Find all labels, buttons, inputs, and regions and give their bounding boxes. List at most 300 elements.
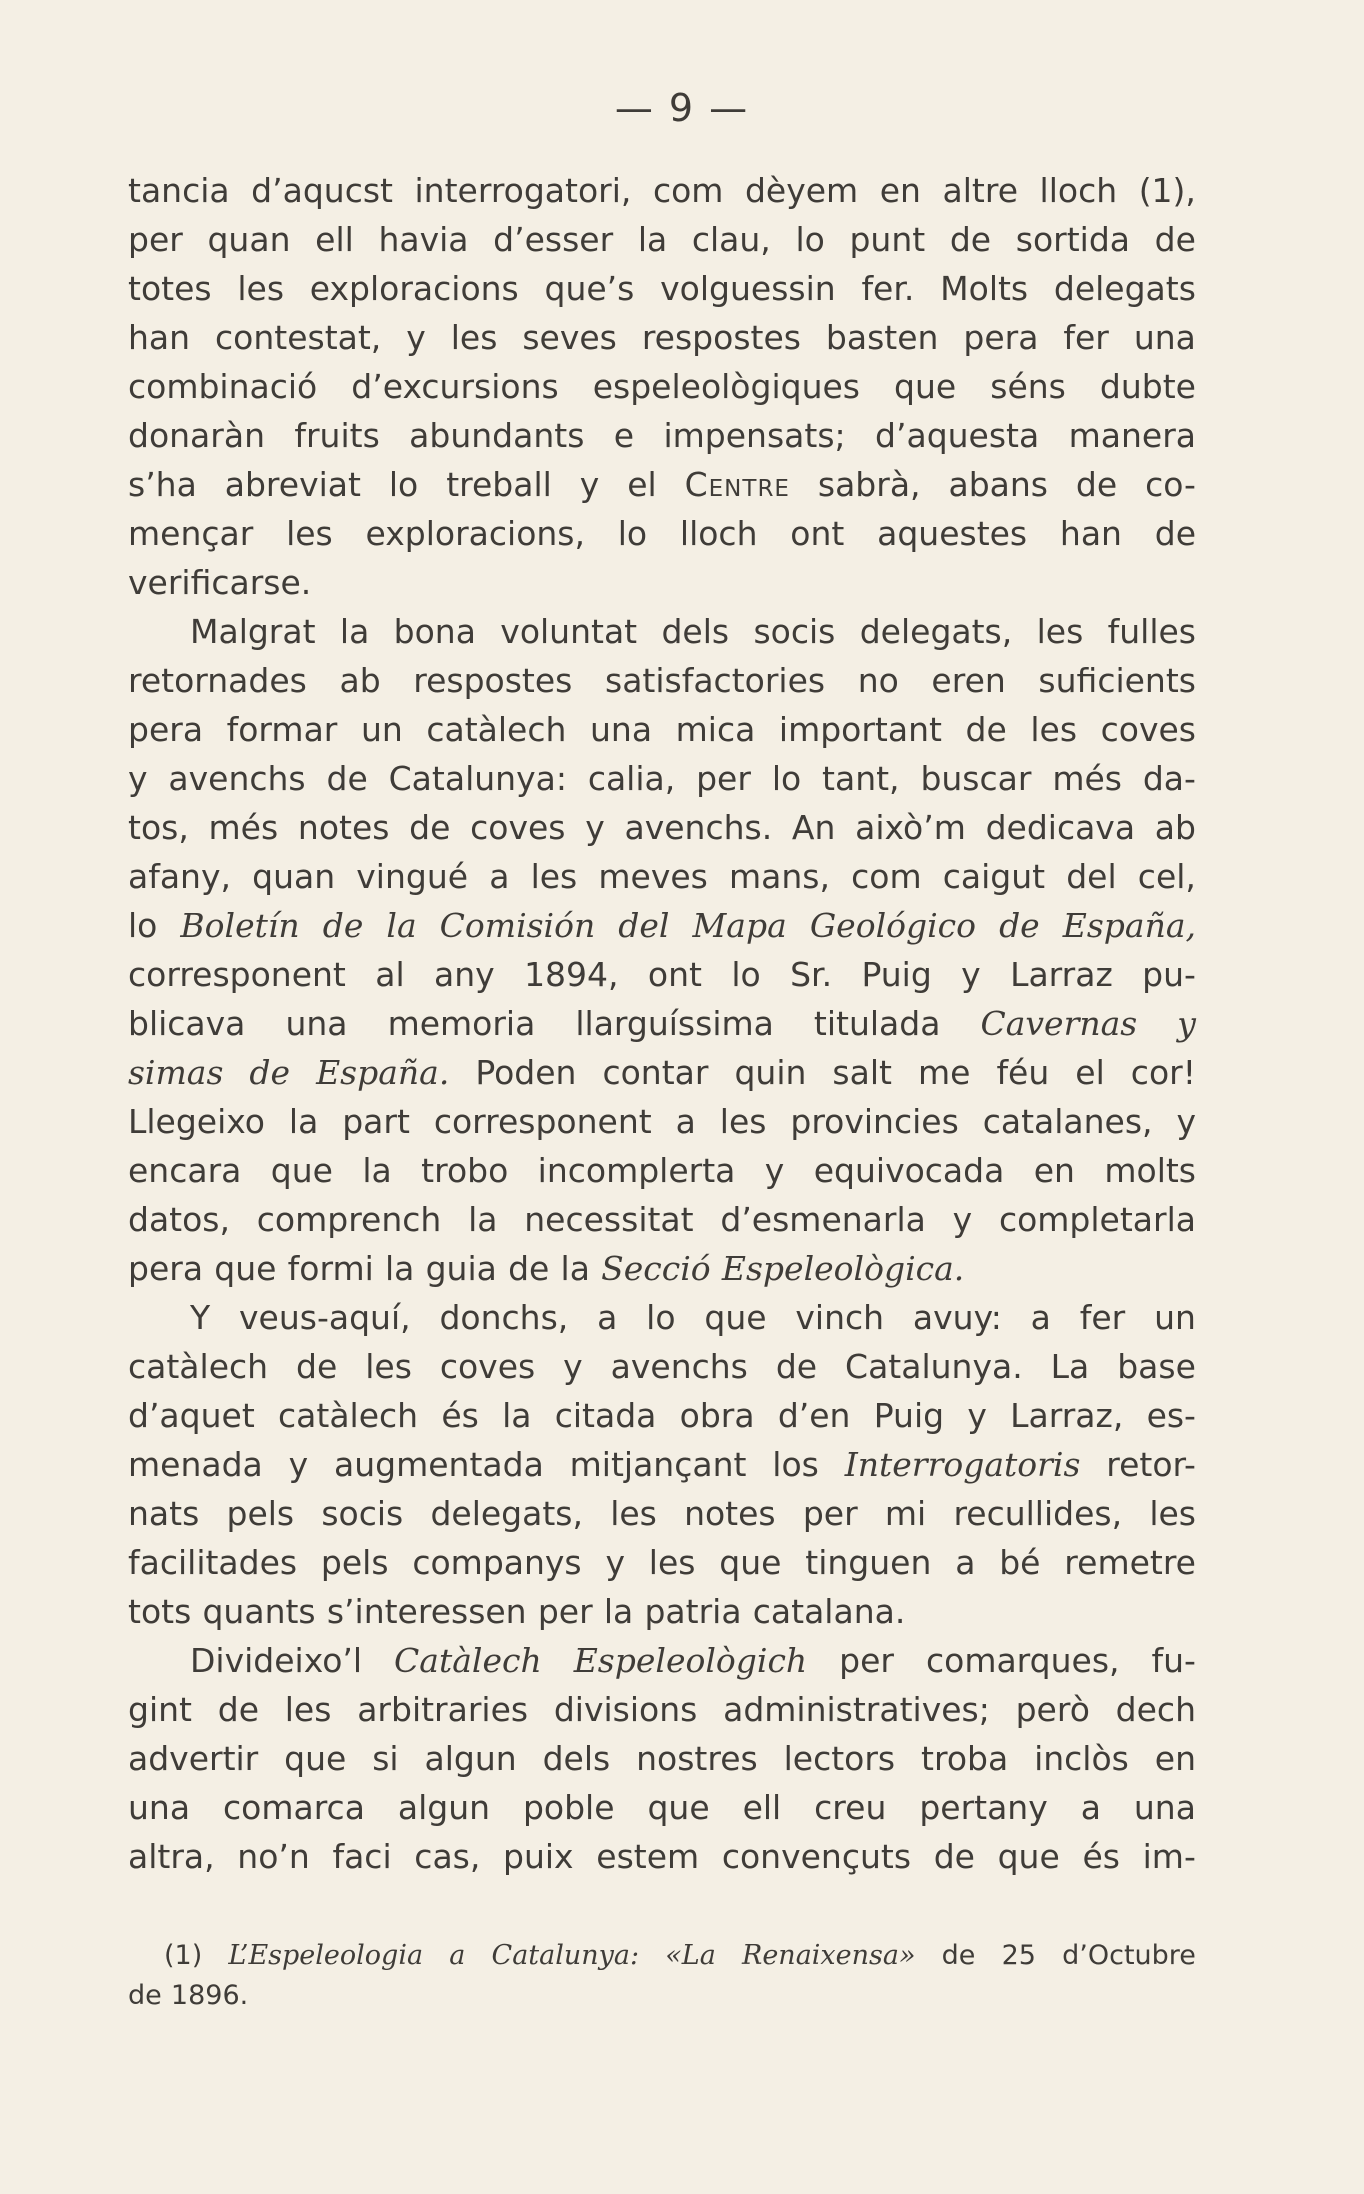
word: quan bbox=[252, 857, 336, 896]
word: tinguen bbox=[805, 1543, 932, 1582]
word: quin bbox=[734, 1053, 807, 1092]
word: de bbox=[128, 1980, 162, 2011]
word: catalanes, bbox=[982, 1102, 1153, 1141]
word: la bbox=[384, 1249, 415, 1288]
word: les bbox=[237, 269, 285, 308]
word: obra bbox=[679, 1396, 755, 1435]
word: al bbox=[375, 955, 405, 994]
word: exploracions bbox=[309, 269, 519, 308]
word: Catalunya: bbox=[491, 1940, 640, 1971]
word: (1), bbox=[1138, 171, 1196, 210]
word: any bbox=[434, 955, 495, 994]
word: equivocada bbox=[813, 1151, 1005, 1190]
word: volguessin bbox=[660, 269, 836, 308]
word: les bbox=[530, 857, 578, 896]
word: convençuts bbox=[721, 1837, 912, 1876]
word: catalana. bbox=[752, 1592, 906, 1631]
word: co- bbox=[1145, 465, 1196, 504]
word: dubte bbox=[1099, 367, 1196, 406]
word: Y bbox=[190, 1298, 211, 1337]
word: exploracions, bbox=[365, 514, 585, 553]
word: havia bbox=[378, 220, 469, 259]
word: de bbox=[409, 808, 451, 847]
word: puix bbox=[503, 1837, 574, 1876]
word: lo bbox=[646, 1298, 676, 1337]
word: d’Octubre bbox=[1062, 1940, 1196, 1971]
word: fer. bbox=[861, 269, 915, 308]
text-line bbox=[128, 362, 1196, 411]
text-line bbox=[128, 1587, 1196, 1636]
text-line bbox=[128, 999, 1196, 1048]
word: comarques, bbox=[925, 1641, 1120, 1680]
word: ont bbox=[647, 955, 702, 994]
word: y bbox=[967, 1396, 987, 1435]
word: altra, bbox=[128, 1837, 215, 1876]
word: sabrà, bbox=[817, 465, 921, 504]
text-line bbox=[128, 1244, 1196, 1293]
word: el bbox=[627, 465, 657, 504]
word: España, bbox=[1062, 906, 1196, 945]
text-line bbox=[128, 901, 1196, 950]
word: en bbox=[879, 171, 921, 210]
word: completarla bbox=[998, 1200, 1196, 1239]
word: que bbox=[719, 1543, 782, 1582]
word: que bbox=[647, 1788, 710, 1827]
word: coves bbox=[470, 808, 566, 847]
word: mençar bbox=[128, 514, 254, 553]
word: Boletín bbox=[180, 906, 300, 945]
text-line bbox=[128, 1293, 1196, 1342]
word: que bbox=[997, 1837, 1060, 1876]
word: d’esmenarla bbox=[720, 1200, 926, 1239]
word: dech bbox=[1115, 1690, 1196, 1729]
word: Malgrat bbox=[190, 612, 316, 651]
text-line bbox=[128, 509, 1196, 558]
word: la bbox=[339, 612, 370, 651]
word: d’excursions bbox=[351, 367, 559, 406]
word: una bbox=[128, 1788, 191, 1827]
word: de bbox=[775, 1347, 818, 1386]
word: gint bbox=[128, 1690, 192, 1729]
word: retor- bbox=[1106, 1445, 1196, 1484]
word: 25 bbox=[1001, 1940, 1036, 1971]
word: en bbox=[1154, 1739, 1196, 1778]
word: los bbox=[772, 1445, 819, 1484]
word: contar bbox=[602, 1053, 709, 1092]
body-text bbox=[128, 166, 1196, 1881]
word: donaràn bbox=[128, 416, 265, 455]
word: cel, bbox=[1137, 857, 1196, 896]
word: Interrogatoris bbox=[844, 1445, 1081, 1484]
word: Comisión bbox=[439, 906, 596, 945]
word: respostes bbox=[641, 318, 801, 357]
word: y bbox=[605, 1543, 625, 1582]
word: lo bbox=[795, 220, 825, 259]
word: socis bbox=[321, 1494, 404, 1533]
word: y bbox=[585, 808, 605, 847]
text-line bbox=[128, 1391, 1196, 1440]
word: coves bbox=[1100, 710, 1196, 749]
word: nats bbox=[128, 1494, 200, 1533]
word: algun bbox=[424, 1739, 517, 1778]
word: Divideixo’l bbox=[190, 1641, 363, 1680]
word: de bbox=[249, 1053, 291, 1092]
word: d’aqucst bbox=[251, 171, 393, 210]
word: han bbox=[1059, 514, 1122, 553]
word: si bbox=[372, 1739, 399, 1778]
word: pels bbox=[226, 1494, 295, 1533]
text-line bbox=[128, 558, 1196, 607]
word: incomplerta bbox=[537, 1151, 736, 1190]
word: fer bbox=[1079, 1298, 1126, 1337]
word: meves bbox=[598, 857, 708, 896]
word: remetre bbox=[1064, 1543, 1196, 1582]
word: les bbox=[719, 1102, 767, 1141]
text-line bbox=[128, 803, 1196, 852]
word: de bbox=[1075, 465, 1118, 504]
word: clau, bbox=[691, 220, 771, 259]
word: An bbox=[791, 808, 836, 847]
word: lo bbox=[617, 514, 648, 553]
word: dels bbox=[661, 612, 730, 651]
word: eren bbox=[931, 661, 1006, 700]
word: arbitraries bbox=[357, 1690, 529, 1729]
word: pu- bbox=[1142, 955, 1196, 994]
word: combinació bbox=[128, 367, 318, 406]
word: satisfactories bbox=[605, 661, 826, 700]
word: fer bbox=[1063, 318, 1109, 357]
word: salt bbox=[832, 1053, 892, 1092]
word: de bbox=[1154, 220, 1196, 259]
text-line bbox=[128, 264, 1196, 313]
word: donchs, bbox=[439, 1298, 569, 1337]
word: de bbox=[326, 759, 368, 798]
word: de bbox=[217, 1690, 259, 1729]
word: ab bbox=[339, 661, 381, 700]
word: abundants bbox=[409, 416, 585, 455]
text-line bbox=[128, 607, 1196, 656]
word: no bbox=[857, 661, 899, 700]
word: Secció bbox=[601, 1249, 711, 1288]
word: trobo bbox=[421, 1151, 509, 1190]
word: de bbox=[933, 1837, 975, 1876]
word: la bbox=[637, 220, 668, 259]
word: lectors bbox=[783, 1739, 896, 1778]
text-line bbox=[128, 1832, 1196, 1881]
word: fu- bbox=[1151, 1641, 1196, 1680]
word: és bbox=[1082, 1837, 1120, 1876]
word: s’interessen bbox=[326, 1592, 527, 1631]
text-line bbox=[128, 166, 1196, 215]
word: memoria bbox=[387, 1004, 536, 1043]
word: més bbox=[1052, 759, 1122, 798]
word: Poden bbox=[475, 1053, 577, 1092]
word: faci bbox=[332, 1837, 392, 1876]
word: divisions bbox=[553, 1690, 698, 1729]
text-line bbox=[128, 313, 1196, 362]
word: retornades bbox=[128, 661, 307, 700]
word: d’esser bbox=[493, 220, 614, 259]
word: comarca bbox=[223, 1788, 365, 1827]
word: suficients bbox=[1038, 661, 1196, 700]
word: altre bbox=[942, 171, 1018, 210]
word: inclòs bbox=[1034, 1739, 1129, 1778]
word: important bbox=[778, 710, 942, 749]
word: les bbox=[450, 318, 498, 357]
word: la bbox=[288, 1102, 319, 1141]
word: cas, bbox=[414, 1837, 481, 1876]
word: L’Espeleologia bbox=[228, 1940, 424, 1971]
word: im- bbox=[1142, 1837, 1196, 1876]
word: 1894, bbox=[524, 955, 619, 994]
word: llarguíssima bbox=[575, 1004, 774, 1043]
word: buscar bbox=[920, 759, 1032, 798]
word: advertir bbox=[128, 1739, 259, 1778]
word: titulada bbox=[813, 1004, 941, 1043]
word: per bbox=[839, 1641, 894, 1680]
word: a bbox=[597, 1298, 618, 1337]
footnote-line bbox=[128, 1976, 1196, 2016]
word: la bbox=[468, 1200, 498, 1239]
word: La bbox=[1050, 1347, 1090, 1386]
text-line bbox=[128, 754, 1196, 803]
word: Sr. bbox=[790, 955, 833, 994]
word: que bbox=[704, 1298, 767, 1337]
word: verificarse. bbox=[128, 563, 312, 602]
word: formar bbox=[226, 710, 338, 749]
text-line bbox=[128, 1097, 1196, 1146]
word: que’s bbox=[544, 269, 635, 308]
text-line bbox=[128, 1783, 1196, 1832]
word: Centre bbox=[684, 465, 790, 504]
word: pertany bbox=[919, 1788, 1048, 1827]
word: socis bbox=[753, 612, 836, 651]
text-line bbox=[128, 1048, 1196, 1097]
word: impensats; bbox=[663, 416, 846, 455]
word: per bbox=[802, 1494, 858, 1533]
word: e bbox=[613, 416, 635, 455]
word: una bbox=[1133, 1788, 1196, 1827]
word: quan bbox=[207, 220, 291, 259]
word: seves bbox=[522, 318, 617, 357]
word: respostes bbox=[413, 661, 573, 700]
word: tancia bbox=[128, 171, 230, 210]
word: a bbox=[675, 1102, 696, 1141]
word: com bbox=[851, 857, 922, 896]
word: recullides, bbox=[953, 1494, 1123, 1533]
word: Espeleològich bbox=[573, 1641, 808, 1680]
word: que bbox=[214, 1249, 277, 1288]
word: ab bbox=[1154, 808, 1196, 847]
word: poble bbox=[522, 1788, 615, 1827]
word: avenchs bbox=[168, 759, 306, 798]
word: bé bbox=[999, 1543, 1041, 1582]
word: és bbox=[441, 1396, 479, 1435]
word: catàlech bbox=[278, 1396, 419, 1435]
word: calia, bbox=[587, 759, 676, 798]
word: corresponent bbox=[128, 955, 346, 994]
word: pera bbox=[128, 710, 204, 749]
text-line bbox=[128, 411, 1196, 460]
word: manera bbox=[1068, 416, 1196, 455]
word: corresponent bbox=[433, 1102, 652, 1141]
word: punt bbox=[849, 220, 926, 259]
word: ont bbox=[790, 514, 845, 553]
word: encara bbox=[128, 1151, 242, 1190]
footnote-line bbox=[128, 1936, 1196, 1976]
word: patria bbox=[644, 1592, 742, 1631]
word: delegats, bbox=[859, 612, 1013, 651]
word: mi bbox=[884, 1494, 927, 1533]
word: vingué bbox=[356, 857, 469, 896]
word: les bbox=[1149, 1494, 1196, 1533]
word: España. bbox=[316, 1053, 450, 1092]
text-line bbox=[128, 1342, 1196, 1391]
word: un bbox=[1154, 1298, 1196, 1337]
word: abans bbox=[948, 465, 1048, 504]
word: catàlech bbox=[128, 1347, 269, 1386]
word: provincies bbox=[790, 1102, 959, 1141]
text-line bbox=[128, 1734, 1196, 1783]
word: y bbox=[1177, 1004, 1196, 1043]
word: que bbox=[270, 1151, 333, 1190]
word: coves bbox=[439, 1347, 536, 1386]
word: troba bbox=[921, 1739, 1009, 1778]
word: que bbox=[284, 1739, 347, 1778]
word: la bbox=[560, 1249, 590, 1288]
word: dels bbox=[542, 1739, 611, 1778]
word: les bbox=[610, 1494, 657, 1533]
word: dèyem bbox=[744, 171, 859, 210]
word: dedicava bbox=[985, 808, 1136, 847]
word: y bbox=[579, 465, 600, 504]
word: les bbox=[286, 514, 333, 553]
word: pera bbox=[963, 318, 1039, 357]
text-line bbox=[128, 1685, 1196, 1734]
text-line bbox=[128, 1489, 1196, 1538]
word: d’aquesta bbox=[875, 416, 1040, 455]
word: tots bbox=[128, 1592, 192, 1631]
word: la bbox=[502, 1396, 532, 1435]
word: pels bbox=[320, 1543, 389, 1582]
page-number: — 9 — bbox=[614, 86, 750, 130]
word: avenchs. bbox=[624, 808, 773, 847]
word: séns bbox=[990, 367, 1066, 406]
text-line bbox=[128, 1636, 1196, 1685]
word: Larraz, bbox=[1010, 1396, 1124, 1435]
word: da- bbox=[1142, 759, 1196, 798]
word: lloch bbox=[679, 514, 758, 553]
word: totes bbox=[128, 269, 212, 308]
word: una bbox=[285, 1004, 348, 1043]
word: Larraz bbox=[1010, 955, 1113, 994]
word: lloch bbox=[1039, 171, 1118, 210]
word: espeleològiques bbox=[592, 367, 860, 406]
word: d’en bbox=[777, 1396, 851, 1435]
word: Catàlech bbox=[394, 1641, 542, 1680]
word: abreviat bbox=[224, 465, 361, 504]
word: una bbox=[590, 710, 653, 749]
word: Espeleològica. bbox=[721, 1249, 965, 1288]
word: comprench bbox=[256, 1200, 442, 1239]
word: part bbox=[342, 1102, 410, 1141]
word: les bbox=[1030, 710, 1078, 749]
word: mans, bbox=[729, 857, 830, 896]
word: necessitat bbox=[524, 1200, 694, 1239]
word: de bbox=[296, 1347, 338, 1386]
word: féu bbox=[996, 1053, 1050, 1092]
word: lo bbox=[388, 465, 419, 504]
word: contestat, bbox=[215, 318, 382, 357]
word: com bbox=[652, 171, 724, 210]
word: a bbox=[489, 857, 510, 896]
word: però bbox=[1015, 1690, 1090, 1729]
word: pera bbox=[128, 1249, 204, 1288]
word: a bbox=[955, 1543, 976, 1582]
word: lo bbox=[128, 906, 158, 945]
word: de bbox=[508, 1249, 550, 1288]
word: han bbox=[128, 318, 191, 357]
word: y bbox=[1176, 1102, 1196, 1141]
word: ell bbox=[315, 220, 354, 259]
text-line bbox=[128, 460, 1196, 509]
word: d’aquet bbox=[128, 1396, 255, 1435]
word: y bbox=[764, 1151, 785, 1190]
word: de bbox=[965, 710, 1007, 749]
word: Renaixensa» bbox=[742, 1940, 916, 1971]
word: s’ha bbox=[128, 465, 197, 504]
word: (1) bbox=[164, 1940, 203, 1971]
word: Cavernas bbox=[980, 1004, 1138, 1043]
word: aquestes bbox=[877, 514, 1028, 553]
word: Puig bbox=[861, 955, 932, 994]
word: Llegeixo bbox=[128, 1102, 265, 1141]
word: «La bbox=[665, 1940, 716, 1971]
word: base bbox=[1117, 1347, 1196, 1386]
word: catàlech bbox=[426, 710, 567, 749]
word: y bbox=[952, 1200, 973, 1239]
text-line bbox=[128, 705, 1196, 754]
word: y bbox=[563, 1347, 583, 1386]
word: facilitades bbox=[128, 1543, 298, 1582]
word: y bbox=[961, 955, 981, 994]
word: de bbox=[941, 1940, 976, 1971]
text-line bbox=[128, 852, 1196, 901]
word: a bbox=[449, 1940, 466, 1971]
word: avenchs bbox=[610, 1347, 748, 1386]
word: la bbox=[362, 1151, 392, 1190]
word: me bbox=[917, 1053, 971, 1092]
word: y bbox=[288, 1445, 309, 1484]
word: la bbox=[603, 1592, 634, 1631]
word: bona bbox=[393, 612, 476, 651]
text-line bbox=[128, 656, 1196, 705]
word: y bbox=[128, 759, 148, 798]
word: lo bbox=[771, 759, 802, 798]
word: la bbox=[386, 906, 417, 945]
word: citada bbox=[554, 1396, 657, 1435]
word: a bbox=[1080, 1788, 1101, 1827]
word: un bbox=[360, 710, 403, 749]
word: Molts bbox=[940, 269, 1029, 308]
word: per bbox=[696, 759, 751, 798]
word: ell bbox=[742, 1788, 782, 1827]
word: datos, bbox=[128, 1200, 230, 1239]
word: vinch bbox=[795, 1298, 885, 1337]
word: Mapa bbox=[692, 906, 787, 945]
word: per bbox=[537, 1592, 593, 1631]
word: delegats, bbox=[430, 1494, 583, 1533]
